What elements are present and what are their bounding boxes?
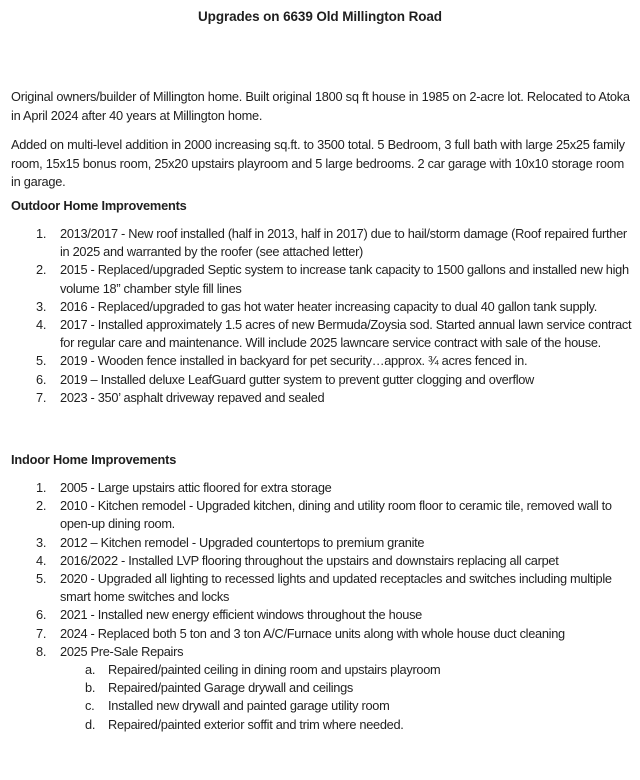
sub-list-item [0, 716, 632, 734]
sub-list-item [0, 661, 632, 679]
item-number: 4. [36, 552, 47, 568]
item-text: 2016 - Replaced/upgraded to gas hot water heater increasing capacity to dual 40 gallon tank supply. [60, 298, 598, 314]
item-letter: c. [85, 698, 95, 714]
item-number: 7. [36, 625, 47, 641]
item-text: 2015 - Replaced/upgraded Septic system to increase tank capacity to 1500 gallons and installed new high volume 18” chamber style fill lines [60, 262, 629, 296]
intro-paragraph: Original owners/builder of Millington home. Built original 1800 sq ft house in 1985 on 2-acre lot. Relocated to Atoka in April 2024 after 40 years at Millington home. [11, 89, 630, 123]
item-text: Repaired/painted exterior soffit and trim where needed. [108, 716, 404, 732]
item-text: 2023 - 350’ asphalt driveway repaved and sealed [60, 389, 325, 405]
sub-list-item [0, 679, 632, 697]
item-number: 6. [36, 371, 47, 387]
list-item [0, 371, 640, 389]
item-text: Installed new drywall and painted garage utility room [108, 698, 390, 714]
list-item [0, 316, 640, 352]
list-item [0, 497, 640, 533]
item-text: 2020 - Upgraded all lighting to recessed lights and updated receptacles and switches including multiple smart home switches and locks [60, 571, 612, 605]
list-item [0, 352, 640, 370]
indoor-heading: Indoor Home Improvements [11, 452, 177, 467]
item-number: 3. [36, 298, 47, 314]
item-text: 2005 - Large upstairs attic floored for extra storage [60, 480, 332, 495]
list-item [0, 225, 640, 261]
item-number: 2. [36, 262, 47, 278]
item-text: 2013/2017 - New roof installed (half in 2013, half in 2017) due to hail/storm damage (Roof repaired further in 2025 and warranted by the roofer (see attached letter) [60, 226, 627, 260]
item-text: Repaired/painted Garage drywall and ceilings [108, 680, 354, 696]
item-text: 2016/2022 - Installed LVP flooring throughout the upstairs and downstairs replacing all carpet [60, 552, 559, 568]
item-number: 7. [36, 389, 47, 405]
item-number: 4. [36, 317, 47, 333]
item-text: 2024 - Replaced both 5 ton and 3 ton A/C/Furnace units along with whole house duct cleaning [60, 625, 565, 641]
list-item [0, 534, 640, 552]
item-number: 5. [36, 571, 47, 587]
item-number: 6. [36, 607, 47, 623]
item-number: 8. [36, 643, 47, 659]
addition-paragraph: Added on multi-level addition in 2000 increasing sq.ft. to 3500 total. 5 Bedroom, 3 full bath with large 25x25 family room, 15x15 bonus room, 25x20 upstairs playroom and 5 large bedrooms. 2 car garage with 10x10 storage room in garage. [11, 137, 625, 190]
list-item [0, 606, 640, 624]
item-text: 2021 - Installed new energy efficient windows throughout the house [60, 607, 422, 623]
list-item [0, 389, 640, 407]
outdoor-heading: Outdoor Home Improvements [11, 198, 187, 213]
item-letter: b. [85, 680, 96, 696]
item-text: 2019 – Installed deluxe LeafGuard gutter system to prevent gutter clogging and overflow [60, 371, 534, 387]
list-item [0, 625, 640, 643]
item-number: 1. [36, 480, 47, 495]
document-title: Upgrades on 6639 Old Millington Road [198, 9, 442, 24]
pre-sale-sublist [60, 661, 632, 734]
list-item [0, 552, 640, 570]
item-text: 2012 – Kitchen remodel - Upgraded countertops to premium granite [60, 534, 425, 550]
sub-list-item [0, 697, 632, 715]
item-text: 2010 - Kitchen remodel - Upgraded kitchen, dining and utility room floor to ceramic tile, removed wall to open-up dining room. [60, 498, 612, 532]
item-text: 2025 Pre-Sale Repairs [60, 643, 184, 659]
item-text: 2017 - Installed approximately 1.5 acres of new Bermuda/Zoysia sod. Started annual lawn service contract for regular care and maintenance. Will include 2025 lawncare service contract with sale of the house. [60, 317, 632, 351]
list-item [0, 570, 640, 606]
list-item [0, 643, 640, 734]
item-letter: a. [85, 662, 96, 678]
item-text: 2019 - Wooden fence installed in backyard for pet security…approx. ¾ acres fenced in. [60, 353, 528, 369]
item-number: 5. [36, 353, 47, 369]
list-item [0, 261, 640, 297]
item-text: Repaired/painted ceiling in dining room and upstairs playroom [108, 662, 441, 678]
indoor-list [0, 479, 640, 734]
list-item [0, 479, 640, 497]
outdoor-list [0, 225, 640, 407]
item-letter: d. [85, 716, 96, 732]
item-number: 2. [36, 498, 47, 514]
item-number: 1. [36, 226, 47, 241]
item-number: 3. [36, 534, 47, 550]
list-item [0, 298, 640, 316]
